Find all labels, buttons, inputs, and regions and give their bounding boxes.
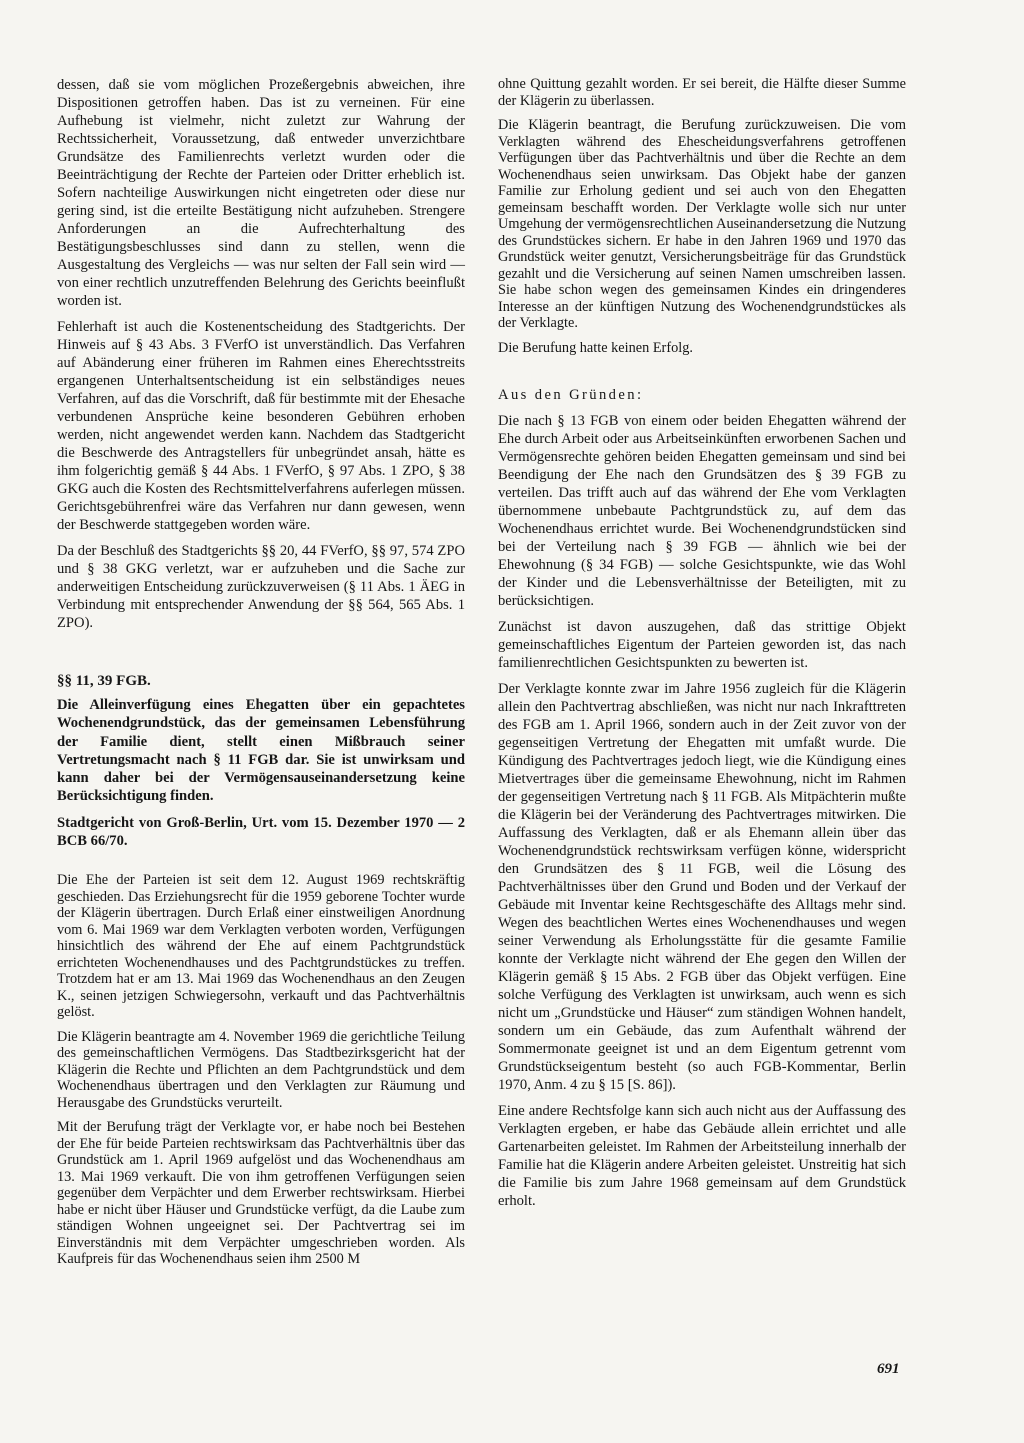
reasons-heading: Aus den Gründen: [498,387,644,403]
paragraph: dessen, daß sie vom möglichen Prozeßergebnis abweichen, ihre Dispositionen getroffen haben. Das ist zu verneinen. Für eine Aufhebung ist vielmehr, nicht zuletzt zur Wahrung der Rechtssicherheit, Voraussetzung, daß entweder unverzichtbare Grundsätze des Familienrechts verletzt wurden oder die Beeinträchtigung der Rechte der Parteien oder Dritter erheblich ist. Sofern nachteilige Auswirkungen nicht eingetreten oder diese nur gering sind, ist die erteilte Bestätigung nicht aufzuheben. Strengere Anforderungen an die Aufrechterhaltung des Bestätigungsbeschlusses sind dann zu stellen, wenn die Ausgestaltung des Vergleichs — was nur selten der Fall sein wird — von einer rechtlich unzutreffenden Belehrung des Gerichts beeinflußt worden ist. [57,77,465,309]
paragraph: Die Klägerin beantragte am 4. November 1969 die gerichtliche Teilung des gemeinschaftlichen Vermögens. Das Stadtbezirksgericht hat der Klägerin die Rechte und Pflichten an dem Pachtgrundstück und dem Wochenendhaus übertragen und den Verklagten zur Räumung und Herausgabe des Grundstücks verurteilt. [57,1028,465,1111]
left-column [57,76,465,1276]
paragraph: Da der Beschluß des Stadtgerichts §§ 20, 44 FVerfO, §§ 97, 574 ZPO und § 38 GKG verletzt, war er aufzuheben und die Sache zur anderweitigen Entscheidung zurückzuverweisen (§ 11 Abs. 1 ÄEG in Verbindung mit entsprechender Anwendung der §§ 564, 565 Abs. 1 ZPO). [57,543,465,631]
paragraph: Die Berufung hatte keinen Erfolg. [498,339,693,356]
headnote: Die Alleinverfügung eines Ehegatten über ein gepachtetes Wochenendgrundstück, das der gemeinsamen Lebensführung der Familie dient, stellt einen Mißbrauch seiner Vertretungsmacht nach § 11 FGB dar. Sie ist unwirksam und kann daher bei der Vermögensauseinandersetzung keine Berücksichtigung finden. [57,697,465,805]
paragraph: Fehlerhaft ist auch die Kostenentscheidung des Stadtgerichts. Der Hinweis auf § 43 Abs. 3 FVerfO ist unverständlich. Das Verfahren auf Abänderung einer früheren im Rahmen eines Eherechtsstreits ergangenen Unterhaltsentscheidung ist ein selbständiges neues Verfahren, auf das die Vorschrift, daß für bestimmte mit der Ehesache verbundenen Ansprüche keine besonderen Gebühren erhoben werden, nicht angewendet werden kann. Nachdem das Stadtgericht die Beschwerde des Antragstellers für unbegründet ansah, hätte es ihm folgerichtig gemäß § 44 Abs. 1 FVerfO, § 97 Abs. 1 ZPO, § 38 GKG auch die Kosten des Rechtsmittelverfahrens auferlegen müssen. Gerichtsgebührenfrei wäre das Verfahren nur dann gewesen, wenn der Beschwerde stattgegeben worden wäre. [57,319,465,533]
paragraph: ohne Quittung gezahlt worden. Er sei bereit, die Hälfte dieser Summe der Klägerin zu überlassen. [498,76,906,109]
section-reference: §§ 11, 39 FGB. [57,673,151,689]
paragraph: Der Verklagte konnte zwar im Jahre 1956 zugleich für die Klägerin allein den Pachtvertrag abschließen, was nicht nur nach Inkrafttreten des FGB am 1. April 1966, sondern auch in der Zeit zuvor von der gegenseitigen Vertretung der Ehegatten mit umfaßt wurde. Die Kündigung des Pachtvertrages jedoch liegt, wie die Kündigung eines Mietvertrages über die gemeinsame Ehewohnung, nicht im Rahmen der gegenseitigen Vertretung nach § 11 FGB. Als Mitpächterin mußte die Klägerin bei der Veränderung des Pachtvertrages mitwirken. Die Auffassung des Verklagten, daß er als Ehemann allein über das Wochenendgrundstück rechtswirksam verfügen könne, widerspricht den Grundsätzen des § 11 FGB, weil die Lösung des Pachtverhältnisses über den Grund und Boden und der Verkauf der Gebäude mit Inventar keine Rechtsgeschäfte des Alltags mehr sind. Wegen des beachtlichen Wertes eines Wochenendhauses und wegen seiner Verwendung als Erholungsstätte für die gesamte Familie konnte der Verklagte nicht während der Ehe gegen den Willen der Klägerin gemäß § 15 Abs. 2 FGB über das Objekt verfügen. Eine solche Verfügung des Verklagten ist unwirksam, auch wenn es sich nicht um „Grundstücke und Häuser“ zum ständigen Wohnen handelt, sondern um ein Gebäude, das zum Aufenthalt während der Sommermonate geeignet ist und an dem Eigentum getrennt vom Grundstückseigentum besteht (so auch FGB-Kommentar, Berlin 1970, Anm. 4 zu § 15 [S. 86]). [498,681,906,1093]
paragraph: Die Klägerin beantragt, die Berufung zurückzuweisen. Die vom Verklagten während des Ehescheidungsverfahrens getroffenen Verfügungen über das Pachtverhältnis und über die Rechte an dem Wochenendhaus seien unwirksam. Das Objekt habe der ganzen Familie zur Erholung gedient und sei auch von den Ehegatten gemeinsam beschafft worden. Der Verklagte wolle sich nur unter Umgehung der vermögensrechtlichen Auseinandersetzung die Nutzung des Grundstückes sichern. Er habe in den Jahren 1969 und 1970 das Grundstück weiter genutzt, Versicherungsbeiträge für das Grundstück gezahlt und die Versicherung auf seinen Namen umschreiben lassen. Sie habe schon wegen des gemeinsamen Kindes ein dringenderes Interesse an der künftigen Nutzung des Wochenendgrundstückes als der Verklagte. [498,117,906,331]
paragraph: Zunächst ist davon auszugehen, daß das strittige Objekt gemeinschaftliches Eigentum der Parteien geworden ist, das nach familienrechtlichen Gesichtspunkten zu bewerten ist. [498,619,906,671]
page-number: 691 [877,1361,900,1377]
paragraph: Die nach § 13 FGB von einem oder beiden Ehegatten während der Ehe durch Arbeit oder aus Arbeitseinkünften erworbenen Sachen und Vermögensrechte gehören beiden Ehegatten gemeinsam und sind bei Beendigung der Ehe nach den Grundsätzen des § 39 FGB zu verteilen. Das trifft auch auf das während der Ehe vom Verklagten übernommene unbebaute Pachtgrundstück zu, auf dem das Wochenendhaus errichtet wurde. Bei Wochenendgrundstücken sind bei der Verteilung nach § 39 FGB — ähnlich wie bei der Ehewohnung (§ 34 FGB) — solche Gesichtspunkte, wie das Wohl der Kinder und die Lebensverhältnisse der Beteiligten, mit zu berücksichtigen. [498,413,906,609]
right-column [498,76,906,1218]
court-citation: Stadtgericht von Groß-Berlin, Urt. vom 15. Dezember 1970 — 2 BCB 66/70. [57,814,465,850]
paragraph: Mit der Berufung trägt der Verklagte vor, er habe noch bei Bestehen der Ehe für beide Parteien rechtswirksam das Pachtverhältnis über das Grundstück am 1. April 1969 aufgelöst und das Wochenendhaus am 13. Mai 1969 verkauft. Die von ihm getroffenen Verfügungen seien gegenüber dem Verpächter und dem Erwerber rechtswirksam. Hierbei habe er nicht über Häuser und Grundstücke verfügt, da die Laube zum ständigen Wohnen ungeeignet sei. Der Pachtvertrag sei im Einverständnis mit dem Verpächter umgeschrieben worden. Als Kaufpreis für das Wochenendhaus seien ihm 2500 M [57,1119,465,1268]
paragraph: Die Ehe der Parteien ist seit dem 12. August 1969 rechtskräftig geschieden. Das Erziehungsrecht für die 1959 geborene Tochter wurde der Klägerin übertragen. Durch Erlaß einer einstweiligen Anordnung vom 6. Mai 1969 war dem Verklagten verboten worden, Verfügungen hinsichtlich des während der Ehe auf einem Pachtgrundstück errichteten Wochenendhauses und des Pachtgrundstückes zu treffen. Trotzdem hat er am 13. Mai 1969 das Wochenendhaus an den Zeugen K., seinen jetzigen Schwiegersohn, verkauft und das Pachtverhältnis gelöst. [57,872,465,1021]
paragraph: Eine andere Rechtsfolge kann sich auch nicht aus der Auffassung des Verklagten ergeben, er habe das Gebäude allein errichtet und alle Gartenarbeiten geleistet. Im Rahmen der Arbeitsteilung innerhalb der Familie hat die Klägerin andere Arbeiten geleistet. Unstreitig hat sich die Familie bis zum Jahre 1968 gemeinsam auf dem Grundstück erholt. [498,1103,906,1209]
